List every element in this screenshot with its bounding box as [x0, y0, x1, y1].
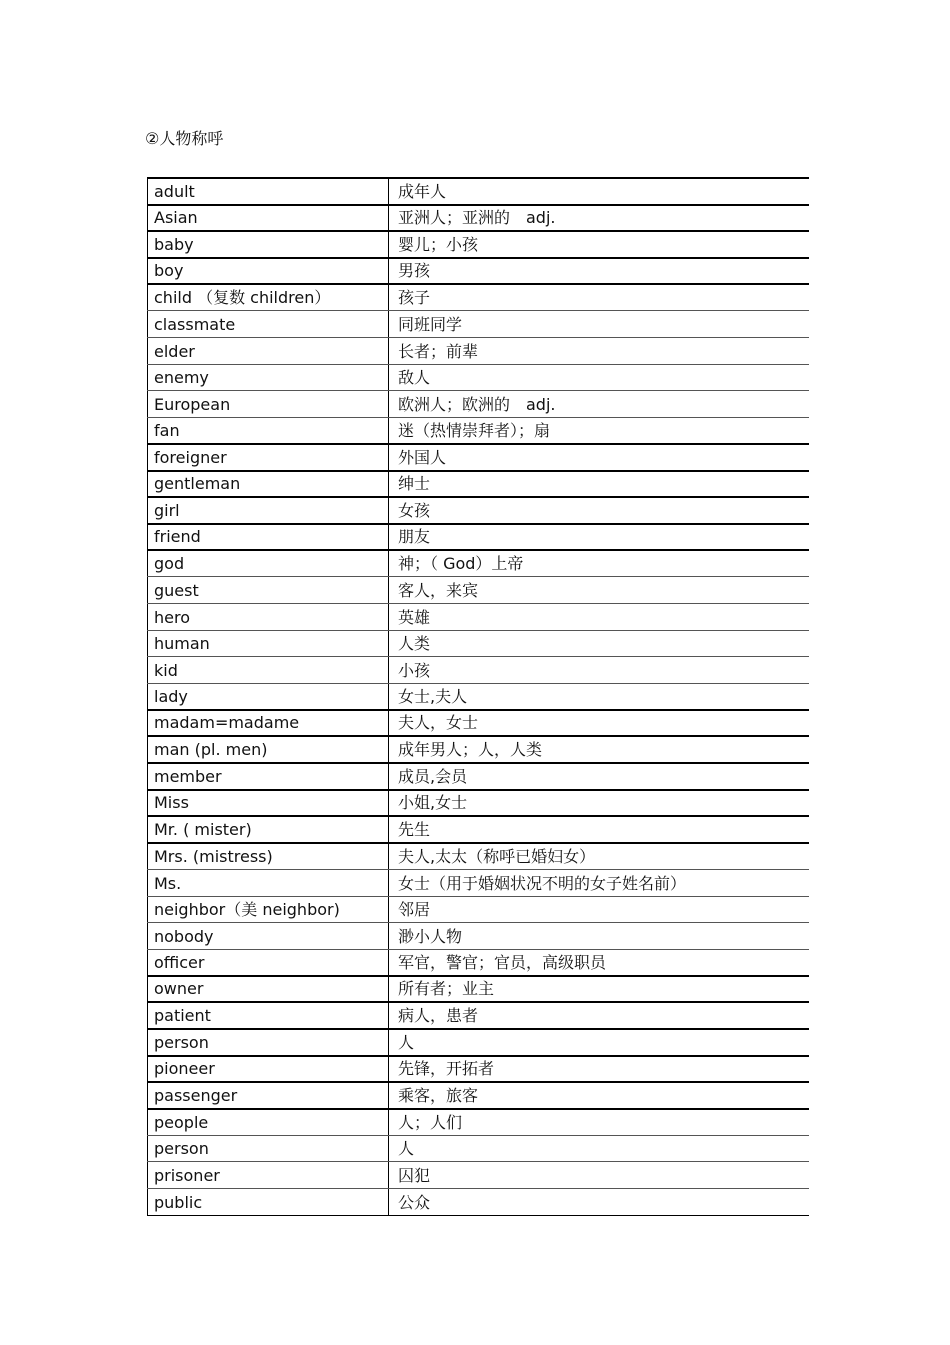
chinese-meaning: 欧洲人；欧洲的 adj.: [389, 391, 809, 418]
chinese-meaning: 婴儿；小孩: [389, 231, 809, 258]
english-word: passenger: [148, 1082, 389, 1109]
vocabulary-row: [148, 896, 809, 923]
vocabulary-row: [148, 630, 809, 657]
vocabulary-row: [148, 577, 809, 604]
english-word: hero: [148, 604, 389, 631]
chinese-meaning: 客人，来宾: [389, 577, 809, 604]
chinese-meaning: 同班同学: [389, 311, 809, 338]
chinese-meaning: 公众: [389, 1189, 809, 1216]
english-word: pioneer: [148, 1056, 389, 1083]
vocabulary-row: [148, 178, 809, 205]
vocabulary-row: [148, 1109, 809, 1136]
chinese-meaning: 绅士: [389, 471, 809, 498]
english-word: person: [148, 1135, 389, 1162]
english-word: Asian: [148, 205, 389, 232]
vocabulary-table: [147, 177, 809, 1216]
chinese-meaning: 人: [389, 1029, 809, 1056]
english-word: madam=madame: [148, 710, 389, 737]
vocabulary-row: [148, 1056, 809, 1083]
vocabulary-row: [148, 338, 809, 365]
english-word: kid: [148, 657, 389, 684]
english-word: enemy: [148, 364, 389, 391]
chinese-meaning: 女孩: [389, 497, 809, 524]
chinese-meaning: 成员,会员: [389, 763, 809, 790]
english-word: officer: [148, 949, 389, 976]
english-word: member: [148, 763, 389, 790]
english-word: man (pl. men): [148, 736, 389, 763]
chinese-meaning: 亚洲人；亚洲的 adj.: [389, 205, 809, 232]
vocabulary-row: [148, 843, 809, 870]
vocabulary-table-body: [148, 178, 809, 1215]
vocabulary-row: [148, 364, 809, 391]
chinese-meaning: 外国人: [389, 444, 809, 471]
chinese-meaning: 朋友: [389, 524, 809, 551]
vocabulary-row: [148, 1029, 809, 1056]
english-word: Mrs. (mistress): [148, 843, 389, 870]
vocabulary-row: [148, 1082, 809, 1109]
vocabulary-row: [148, 284, 809, 311]
vocabulary-row: [148, 1135, 809, 1162]
chinese-meaning: 人: [389, 1135, 809, 1162]
chinese-meaning: 乘客，旅客: [389, 1082, 809, 1109]
english-word: gentleman: [148, 471, 389, 498]
vocabulary-row: [148, 1162, 809, 1189]
vocabulary-row: [148, 976, 809, 1003]
chinese-meaning: 囚犯: [389, 1162, 809, 1189]
english-word: guest: [148, 577, 389, 604]
english-word: foreigner: [148, 444, 389, 471]
vocabulary-row: [148, 417, 809, 444]
vocabulary-row: [148, 1002, 809, 1029]
vocabulary-row: [148, 923, 809, 950]
english-word: person: [148, 1029, 389, 1056]
english-word: nobody: [148, 923, 389, 950]
vocabulary-row: [148, 657, 809, 684]
vocabulary-row: [148, 816, 809, 843]
chinese-meaning: 邻居: [389, 896, 809, 923]
vocabulary-row: [148, 258, 809, 285]
english-word: prisoner: [148, 1162, 389, 1189]
vocabulary-row: [148, 763, 809, 790]
english-word: Ms.: [148, 869, 389, 896]
chinese-meaning: 先生: [389, 816, 809, 843]
english-word: elder: [148, 338, 389, 365]
chinese-meaning: 神；（ God）上帝: [389, 550, 809, 577]
vocabulary-row: [148, 790, 809, 817]
chinese-meaning: 小孩: [389, 657, 809, 684]
chinese-meaning: 长者；前辈: [389, 338, 809, 365]
chinese-meaning: 成年男人；人，人类: [389, 736, 809, 763]
chinese-meaning: 成年人: [389, 178, 809, 205]
chinese-meaning: 男孩: [389, 258, 809, 285]
english-word: boy: [148, 258, 389, 285]
vocabulary-row: [148, 869, 809, 896]
vocabulary-row: [148, 550, 809, 577]
chinese-meaning: 夫人,太太（称呼已婚妇女）: [389, 843, 809, 870]
vocabulary-row: [148, 736, 809, 763]
chinese-meaning: 英雄: [389, 604, 809, 631]
vocabulary-row: [148, 683, 809, 710]
chinese-meaning: 先锋，开拓者: [389, 1056, 809, 1083]
vocabulary-row: [148, 604, 809, 631]
english-word: Mr. ( mister): [148, 816, 389, 843]
vocabulary-row: [148, 231, 809, 258]
english-word: god: [148, 550, 389, 577]
chinese-meaning: 敌人: [389, 364, 809, 391]
english-word: girl: [148, 497, 389, 524]
vocabulary-row: [148, 1189, 809, 1216]
vocabulary-row: [148, 471, 809, 498]
vocabulary-row: [148, 497, 809, 524]
chinese-meaning: 所有者；业主: [389, 976, 809, 1003]
english-word: friend: [148, 524, 389, 551]
chinese-meaning: 夫人，女士: [389, 710, 809, 737]
english-word: neighbor（美 neighbor): [148, 896, 389, 923]
vocabulary-row: [148, 444, 809, 471]
english-word: public: [148, 1189, 389, 1216]
chinese-meaning: 女士（用于婚姻状况不明的女子姓名前）: [389, 869, 809, 896]
english-word: patient: [148, 1002, 389, 1029]
chinese-meaning: 孩子: [389, 284, 809, 311]
english-word: fan: [148, 417, 389, 444]
vocabulary-row: [148, 524, 809, 551]
chinese-meaning: 小姐,女士: [389, 790, 809, 817]
chinese-meaning: 女士,夫人: [389, 683, 809, 710]
vocabulary-row: [148, 949, 809, 976]
chinese-meaning: 渺小人物: [389, 923, 809, 950]
chinese-meaning: 人类: [389, 630, 809, 657]
chinese-meaning: 病人，患者: [389, 1002, 809, 1029]
english-word: people: [148, 1109, 389, 1136]
vocabulary-row: [148, 391, 809, 418]
chinese-meaning: 军官，警官；官员，高级职员: [389, 949, 809, 976]
english-word: Miss: [148, 790, 389, 817]
english-word: classmate: [148, 311, 389, 338]
english-word: owner: [148, 976, 389, 1003]
english-word: human: [148, 630, 389, 657]
section-title: ②人物称呼: [145, 129, 224, 148]
vocabulary-row: [148, 311, 809, 338]
vocabulary-row: [148, 205, 809, 232]
chinese-meaning: 人；人们: [389, 1109, 809, 1136]
english-word: child （复数 children）: [148, 284, 389, 311]
english-word: baby: [148, 231, 389, 258]
vocabulary-row: [148, 710, 809, 737]
chinese-meaning: 迷（热情崇拜者）；扇: [389, 417, 809, 444]
english-word: adult: [148, 178, 389, 205]
english-word: lady: [148, 683, 389, 710]
english-word: European: [148, 391, 389, 418]
